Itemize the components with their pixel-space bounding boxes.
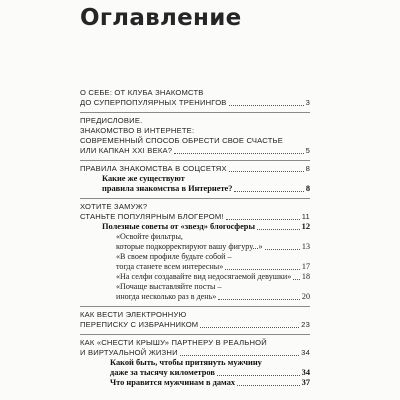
page-number: 8 xyxy=(305,184,310,193)
dot-leader xyxy=(234,191,303,192)
page-number: 34 xyxy=(301,348,310,357)
dot-leader xyxy=(226,219,300,220)
page-number: 5 xyxy=(305,146,310,155)
toc-subentry-selfie[interactable] xyxy=(80,272,310,282)
toc-subentry-filters[interactable] xyxy=(80,232,310,252)
entry-line: иногда несколько раз в день» xyxy=(116,292,217,301)
toc-entry-about[interactable] xyxy=(80,88,310,108)
dot-leader xyxy=(174,153,303,154)
section-divider xyxy=(80,160,310,161)
entry-line: ХОТИТЕ ЗАМУЖ? xyxy=(80,202,148,211)
entry-line: тогда станете всем интересны» xyxy=(116,262,224,271)
toc-entry-blogger[interactable] xyxy=(80,202,310,222)
toc-entry-blow-mind[interactable] xyxy=(80,338,310,358)
dot-leader xyxy=(180,355,299,356)
entry-line: которые подкорректируют вашу фигуру...» xyxy=(116,242,263,251)
section-divider xyxy=(80,198,310,199)
entry-line: О СЕБЕ: ОТ КЛУБА ЗНАКОМСТВ xyxy=(80,88,204,97)
entry-line: СОВРЕМЕННЫЙ СПОСОБ ОБРЕСТИ СВОЕ СЧАСТЬЕ xyxy=(80,136,283,145)
toc-subentry-likes[interactable] xyxy=(80,378,310,388)
entry-line: «Почаще выставляйте посты – xyxy=(116,282,222,291)
entry-line: даже за тысячу километров xyxy=(110,368,215,377)
toc-entry-rules[interactable] xyxy=(80,164,310,174)
dot-leader xyxy=(229,171,304,172)
page-number: 37 xyxy=(301,378,310,387)
entry-line: И ВИРТУАЛЬНОЙ ЖИЗНИ xyxy=(80,348,178,357)
page-number: 12 xyxy=(301,222,310,231)
dot-leader xyxy=(237,385,300,386)
section-divider xyxy=(80,112,310,113)
toc-entry-preface[interactable] xyxy=(80,116,310,156)
toc-subentry-tips[interactable] xyxy=(80,222,310,232)
entry-line: ПЕРЕПИСКУ С ИЗБРАННИКОМ xyxy=(80,320,199,329)
toc-subentry-rules-internet[interactable] xyxy=(80,174,310,194)
section-divider xyxy=(80,306,310,307)
section-divider xyxy=(80,334,310,335)
dot-leader xyxy=(265,249,300,250)
toc-subentry-posts[interactable] xyxy=(80,282,310,302)
toc-entry-correspondence[interactable] xyxy=(80,310,310,330)
page-number: 3 xyxy=(305,98,310,107)
page-number: 34 xyxy=(301,368,310,377)
entry-line: Что нравится мужчинам в дамах xyxy=(110,378,236,387)
dot-leader xyxy=(229,105,304,106)
entry-line: ПРАВИЛА ЗНАКОМСТВА В СОЦСЕТЯХ xyxy=(80,164,227,173)
page-number: 11 xyxy=(301,212,310,221)
toc-subentry-attract[interactable] xyxy=(80,358,310,378)
entry-line: КАК «СНЕСТИ КРЫШУ» ПАРТНЕРУ В РЕАЛЬНОЙ xyxy=(80,338,267,347)
entry-line: ИЛИ КАПКАН XXI ВЕКА? xyxy=(80,146,173,155)
page-title: Оглавление xyxy=(80,5,242,31)
dot-leader xyxy=(225,269,300,270)
dot-leader xyxy=(293,279,300,280)
page-number: 13 xyxy=(301,242,310,251)
entry-line: «В своем профиле будьте собой – xyxy=(116,252,232,261)
table-of-contents xyxy=(80,88,310,388)
entry-line: Полезные советы от «звезд» блогосферы xyxy=(102,222,256,231)
entry-line: КАК ВЕСТИ ЭЛЕКТРОННУЮ xyxy=(80,310,187,319)
page-number: 18 xyxy=(301,272,310,281)
entry-line: «Освойте фильтры, xyxy=(116,232,183,241)
entry-line: СТАНЬТЕ ПОПУЛЯРНЫМ БЛОГЕРОМ! xyxy=(80,212,224,221)
dot-leader xyxy=(217,375,300,376)
dot-leader xyxy=(200,327,299,328)
entry-line: правила знакомства в Интернете? xyxy=(102,184,233,193)
entry-line: ЗНАКОМСТВО В ИНТЕРНЕТЕ: xyxy=(80,126,195,135)
entry-line: Какой быть, чтобы притянуть мужчину xyxy=(110,358,262,367)
dot-leader xyxy=(257,229,300,230)
toc-subentry-be-yourself[interactable] xyxy=(80,252,310,272)
page-number: 23 xyxy=(301,320,310,329)
page-number: 20 xyxy=(301,292,310,301)
dot-leader xyxy=(218,299,300,300)
page-number: 17 xyxy=(301,262,310,271)
entry-line: Какие же существуют xyxy=(102,174,185,183)
page-number: 8 xyxy=(305,164,310,173)
entry-line: «На селфи создавайте вид недосягаемой девушки» xyxy=(116,272,292,281)
entry-line: ДО СУПЕРПОПУЛЯРНЫХ ТРЕНИНГОВ xyxy=(80,98,227,107)
entry-line: ПРЕДИСЛОВИЕ. xyxy=(80,116,143,125)
